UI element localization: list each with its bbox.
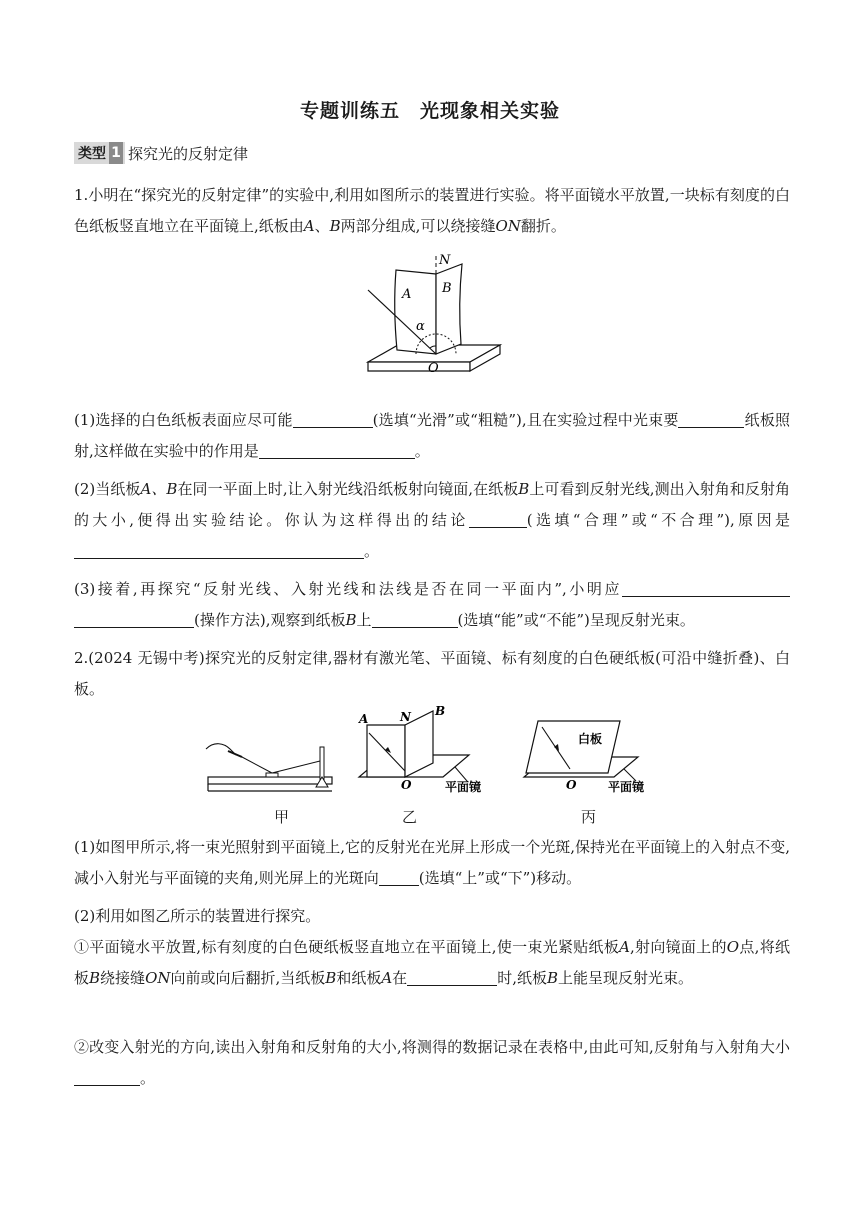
q1-p1-text-c: 纸板照射,这样做在实验中的作用是 xyxy=(74,411,790,460)
fig-bing xyxy=(520,715,670,805)
answer-blank[interactable] xyxy=(622,578,790,597)
screen xyxy=(320,747,324,781)
table-top xyxy=(208,777,332,784)
section-title: 探究光的反射定律 xyxy=(128,144,249,163)
q1-part3 xyxy=(74,574,790,636)
fig-jia xyxy=(200,735,340,805)
q2-s1-text-h: 时,纸板 xyxy=(497,969,547,987)
fig-yi-label-n: N xyxy=(400,710,411,724)
q2-s1-text-b: ,射向镜面上的 xyxy=(629,938,727,956)
q2-s1-var-o: O xyxy=(726,938,740,956)
fig-bing-label-o: O xyxy=(566,778,577,792)
q1-p2-text-a: (2)当纸板 xyxy=(74,480,141,498)
type-badge xyxy=(74,142,125,164)
q2-s1-text-a: ①平面镜水平放置,标有刻度的白色硬纸板竖直地立在平面镜上,使一束光紧贴纸板 xyxy=(74,938,620,956)
fig-bing-board-label: 白板 xyxy=(578,732,603,746)
q1-part2 xyxy=(74,474,790,567)
q2-s1-var-a2: A xyxy=(381,969,393,987)
q1-intro xyxy=(74,180,790,242)
paperboard-b xyxy=(436,264,462,354)
q1-p2-var-b: B xyxy=(518,480,530,498)
answer-blank[interactable] xyxy=(259,440,415,459)
reflected-beam xyxy=(272,761,320,773)
q2-step2 xyxy=(74,1032,790,1094)
q2-part1 xyxy=(74,832,790,894)
fig1-label-b: B xyxy=(442,281,452,296)
answer-blank[interactable] xyxy=(74,609,194,628)
q2-part2: (2)利用如图乙所示的装置进行探究。 xyxy=(74,907,321,925)
q1-p1-text-b: (选填“光滑”或“粗糙”),且在实验过程中光束要 xyxy=(372,411,679,429)
q1-intro-text-b: 两部分组成,可以绕接缝 xyxy=(340,217,496,235)
fig1-label-alpha: α xyxy=(416,319,425,334)
laser-pen xyxy=(228,751,242,757)
q1-p2-text-e: 。 xyxy=(364,542,380,560)
q1-p2-text-c: 上可看到反射光线,测出入射角和反射角的大小,便得出实验结论。你认为这样得出的结论 xyxy=(74,480,791,529)
q1-p2-text-b: 在同一平面上时,让入射光线沿纸板射向镜面,在纸板 xyxy=(177,480,519,498)
type-number: 1 xyxy=(109,142,123,164)
answer-blank[interactable] xyxy=(407,967,497,986)
q1-sep: 、 xyxy=(314,217,330,235)
white-board xyxy=(526,721,620,773)
q1-p3-var-b: B xyxy=(345,611,357,629)
q1-p2-var-ab: A、B xyxy=(140,480,178,498)
q2-s1-text-c: 点,将纸板 xyxy=(74,938,790,987)
q1-p3-text-b: (操作方法),观察到纸板 xyxy=(194,611,346,629)
fig-yi-label-b: B xyxy=(435,705,446,718)
fig1-label-o: O xyxy=(428,361,439,376)
answer-blank[interactable] xyxy=(372,609,458,628)
q1-p3-text-a: (3)接着,再探究“反射光线、入射光线和法线是否在同一平面内”,小明应 xyxy=(74,580,622,598)
q2-s2-text-b: 。 xyxy=(140,1069,156,1087)
q1-intro-text-a: 1.小明在“探究光的反射定律”的实验中,利用如图所示的装置进行实验。将平面镜水平放置,一块标有刻度的白色纸板竖直地立在平面镜上,纸板由 xyxy=(74,186,790,235)
answer-blank[interactable] xyxy=(74,1067,140,1086)
q2-s1-text-f: 和纸板 xyxy=(336,969,382,987)
q1-intro-text-c: 翻折。 xyxy=(520,217,566,235)
caption-yi: 乙 xyxy=(402,808,418,826)
answer-blank[interactable] xyxy=(293,409,373,428)
q2-s1-var-b2: B xyxy=(325,969,337,987)
q1-p3-text-d: (选填“能”或“不能”)呈现反射光束。 xyxy=(457,611,695,629)
q1-figure xyxy=(360,250,510,380)
paperboard-a xyxy=(395,270,436,354)
q2-intro: 2.(2024 无锡中考)探究光的反射定律,器材有激光笔、平面镜、标有刻度的白色硬纸板(可沿中缝折叠)、白板。 xyxy=(74,649,790,698)
q2-s1-text-e: 向前或向后翻折,当纸板 xyxy=(170,969,326,987)
q2-s1-var-b3: B xyxy=(546,969,558,987)
answer-blank[interactable] xyxy=(469,509,527,528)
q1-var-a: A xyxy=(303,217,315,235)
q1-p1-text-d: 。 xyxy=(414,442,430,460)
page-title: 专题训练五 光现象相关实验 xyxy=(299,100,560,122)
mirror-small xyxy=(266,773,278,777)
q2-s1-var-on: ON xyxy=(145,969,171,987)
fig-yi xyxy=(355,705,495,805)
q2-s1-text-g: 在 xyxy=(392,969,408,987)
q2-s1-var-a: A xyxy=(619,938,630,956)
q1-var-b: B xyxy=(329,217,341,235)
q2-s1-text-d: 绕接缝 xyxy=(100,969,146,987)
q1-var-on: ON xyxy=(495,217,521,235)
q1-part1 xyxy=(74,405,790,467)
q1-p1-text-a: (1)选择的白色纸板表面应尽可能 xyxy=(74,411,293,429)
q2-step1 xyxy=(74,932,790,994)
caption-bing: 丙 xyxy=(581,808,597,826)
fig-yi-label-a: A xyxy=(359,712,369,726)
q1-p3-text-c: 上 xyxy=(356,611,372,629)
answer-blank[interactable] xyxy=(74,540,364,559)
section-header xyxy=(74,140,248,166)
q2-s1-var-b: B xyxy=(89,969,101,987)
q2-p1-text-a: (1)如图甲所示,将一束光照射到平面镜上,它的反射光在光屏上形成一个光斑,保持光在平面镜上的入射点不变,减小入射光与平面镜的夹角,则光屏上的光斑向 xyxy=(74,838,790,887)
q2-s1-text-i: 上能呈现反射光束。 xyxy=(558,969,694,987)
q1-p2-text-d: (选填“合理”或“不合理”),原因是 xyxy=(526,511,790,529)
incident-beam xyxy=(242,757,272,773)
fig-yi-mirror-label: 平面镜 xyxy=(445,780,482,794)
answer-blank[interactable] xyxy=(678,409,744,428)
fig1-label-a: A xyxy=(402,287,412,302)
answer-blank[interactable] xyxy=(379,867,419,886)
q2-p1-text-b: (选填“上”或“下”)移动。 xyxy=(418,869,582,887)
type-badge-label: 类型 xyxy=(78,146,106,162)
mirror-front-face xyxy=(368,362,470,371)
fig-yi-label-o: O xyxy=(401,778,412,792)
q2-s2-text-a: ②改变入射光的方向,读出入射角和反射角的大小,将测得的数据记录在表格中,由此可知,反射角与入射角大小 xyxy=(74,1038,790,1056)
mirror-pointer xyxy=(455,767,467,781)
caption-jia: 甲 xyxy=(274,808,290,826)
fig1-label-n: N xyxy=(439,253,451,268)
fig-bing-mirror-label: 平面镜 xyxy=(608,780,645,794)
